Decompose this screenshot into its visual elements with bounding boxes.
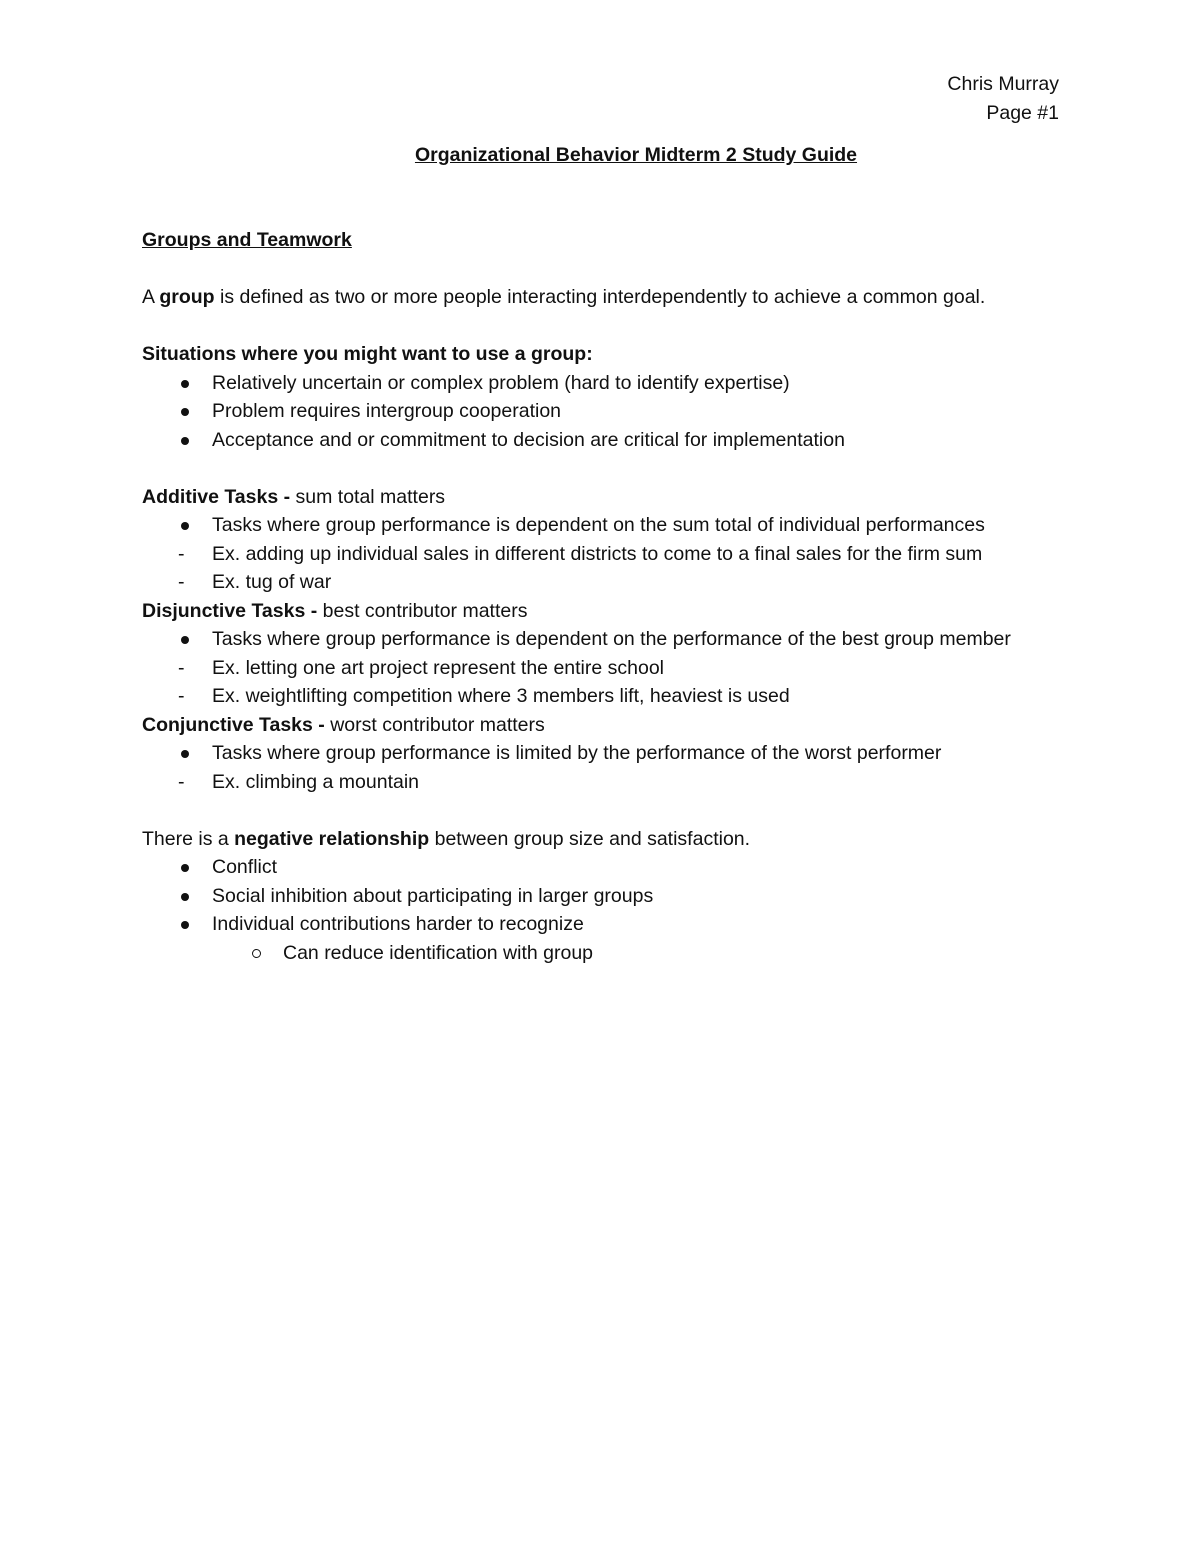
size-term: negative relationship [234, 827, 430, 850]
list-item-text: Can reduce identification with group [283, 941, 594, 964]
situations-list [142, 369, 1032, 455]
conjunctive-term: Conjunctive Tasks - [142, 713, 331, 736]
list-item-text: Ex. weightlifting competition where 3 members lift, heaviest is used [212, 685, 790, 707]
group-size-list [142, 853, 1032, 967]
list-item [142, 625, 1032, 654]
additive-term: Additive Tasks - [142, 485, 296, 508]
page-header [947, 70, 1059, 127]
spacer [142, 255, 1032, 284]
group-size-statement [142, 825, 1032, 854]
spacer [142, 312, 1032, 341]
disjunctive-desc: best contributor matters [322, 599, 528, 622]
definition-term: group [159, 286, 215, 308]
list-item: - Ex. adding up individual sales in different districts to come to a final sales for the firm sum [178, 542, 983, 565]
size-prefix: There is a [142, 827, 235, 850]
group-definition [142, 283, 1032, 312]
definition-prefix: A [142, 286, 160, 308]
document-title: Organizational Behavior Midterm 2 Study Guide [414, 144, 858, 166]
list-item-text: Tasks where group performance is dependent on the sum total of individual performances [212, 514, 985, 536]
list-item [142, 882, 1032, 911]
list-item-text: Ex. climbing a mountain [212, 770, 420, 793]
list-item [142, 369, 1032, 398]
list-item-text: Individual contributions harder to recognize [212, 913, 584, 935]
list-item: - Ex. letting one art project represent the entire school [178, 656, 665, 679]
list-item [142, 910, 1032, 939]
section-heading: Groups and Teamwork [142, 229, 352, 251]
list-item-text: Conflict [212, 856, 278, 878]
additive-list [142, 511, 1032, 597]
additive-desc: sum total matters [295, 485, 446, 508]
disjunctive-tasks-heading [142, 597, 1032, 626]
definition-text: is defined as two or more people interacting interdependently to achieve a common goal. [214, 286, 986, 308]
list-item-text: Relatively uncertain or complex problem (hard to identify expertise) [212, 371, 790, 394]
situations-heading: Situations where you might want to use a group: [142, 343, 593, 365]
list-item-text: Tasks where group performance is dependent on the performance of the best group member [212, 628, 1011, 650]
disjunctive-term: Disjunctive Tasks - [142, 599, 323, 622]
author-name: Chris Murray [947, 73, 1059, 95]
list-item [142, 511, 1032, 540]
list-item-text: Tasks where group performance is limited by the performance of the worst performer [212, 742, 942, 764]
list-item-text: Problem requires intergroup cooperation [212, 400, 562, 422]
list-item [142, 739, 1032, 768]
list-item-text: Social inhibition about participating in larger groups [212, 884, 654, 907]
list-item-text: Ex. letting one art project represent the entire school [212, 656, 665, 679]
spacer [142, 796, 1032, 825]
conjunctive-desc: worst contributor matters [330, 713, 545, 736]
list-item-text: Ex. tug of war [212, 571, 332, 593]
list-item-text: Ex. adding up individual sales in different districts to come to a final sales for the firm sum [212, 542, 983, 565]
list-item [142, 853, 1032, 882]
document-body [142, 226, 1032, 967]
spacer [142, 454, 1032, 483]
list-item: - Ex. tug of war [178, 571, 332, 593]
disjunctive-list [142, 625, 1032, 711]
list-item: - Ex. climbing a mountain [178, 770, 420, 793]
list-item [142, 426, 1032, 455]
conjunctive-tasks-heading [142, 711, 1032, 740]
list-item-text: Acceptance and or commitment to decision are critical for implementation [212, 428, 845, 451]
list-item: - Ex. weightlifting competition where 3 members lift, heaviest is used [178, 685, 790, 707]
list-item [142, 397, 1032, 426]
page-number: Page #1 [986, 101, 1059, 124]
conjunctive-list [142, 739, 1032, 796]
size-text: between group size and satisfaction. [429, 827, 751, 850]
additive-tasks-heading [142, 483, 1032, 512]
sub-list-item [142, 939, 1032, 968]
